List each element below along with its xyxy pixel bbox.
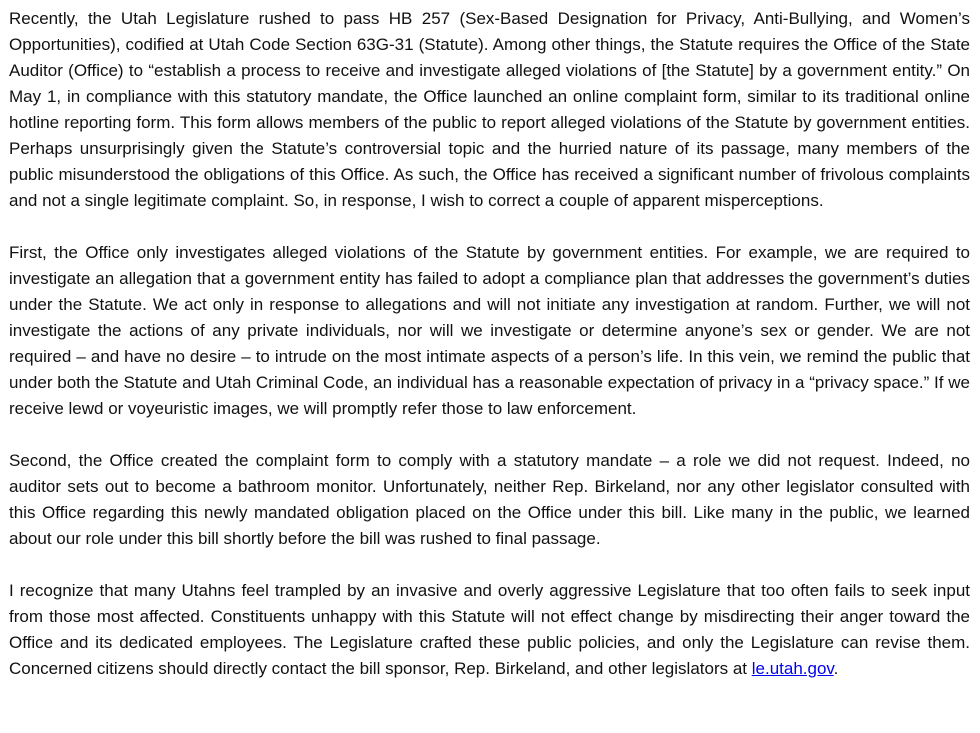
le-utah-gov-link[interactable]: le.utah.gov: [751, 659, 834, 678]
closing-period: .: [833, 659, 839, 678]
paragraph-second-point: Second, the Office created the complaint form to comply with a statutory mandate – a role we did not request. Indeed, no auditor sets out to become a bathroom monitor. Unfortunately, neither Rep. Birkeland, nor any other legislator consulted with this Office regarding this newly mandated obligation placed on the Office under this bill. Like many in the public, we learned about our role under this bill shortly before the bill was rushed to final passage.: [9, 451, 970, 548]
paragraph-closing: [9, 578, 970, 682]
paragraph-first-point: First, the Office only investigates alleged violations of the Statute by government entities. For example, we are required to investigate an allegation that a government entity has failed to adopt a compliance plan that addresses the government’s duties under the Statute. We act only in response to allegations and will not initiate any investigation at random. Further, we will not investigate the actions of any private individuals, nor will we investigate or determine anyone’s sex or gender. We are not required – and have no desire – to intrude on the most intimate aspects of a person’s life. In this vein, we remind the public that under both the Statute and Utah Criminal Code, an individual has a reasonable expectation of privacy in a “privacy space.” If we receive lewd or voyeuristic images, we will promptly refer those to law enforcement.: [9, 243, 970, 418]
closing-text: I recognize that many Utahns feel trampled by an invasive and overly aggressive Legislature that too often fails to seek input from those most affected. Constituents unhappy with this Statute will not effect change by misdirecting their anger toward the Office and its dedicated employees. The Legislature crafted these public policies, and only the Legislature can revise them. Concerned citizens should directly contact the bill sponsor, Rep. Birkeland, and other legislators at: [9, 581, 970, 678]
paragraph-intro: Recently, the Utah Legislature rushed to pass HB 257 (Sex-Based Designation for Privacy, Anti-Bullying, and Women’s Opportunities), codified at Utah Code Section 63G-31 (Statute). Among other things, the Statute requires the Office of the State Auditor (Office) to “establish a process to receive and investigate alleged violations of [the Statute] by a government entity.” On May 1, in compliance with this statutory mandate, the Office launched an online complaint form, similar to its traditional online hotline reporting form. This form allows members of the public to report alleged violations of the Statute by government entities. Perhaps unsurprisingly given the Statute’s controversial topic and the hurried nature of its passage, many members of the public misunderstood the obligations of this Office. As such, the Office has received a significant number of frivolous complaints and not a single legitimate complaint. So, in response, I wish to correct a couple of apparent misperceptions.: [9, 9, 970, 210]
